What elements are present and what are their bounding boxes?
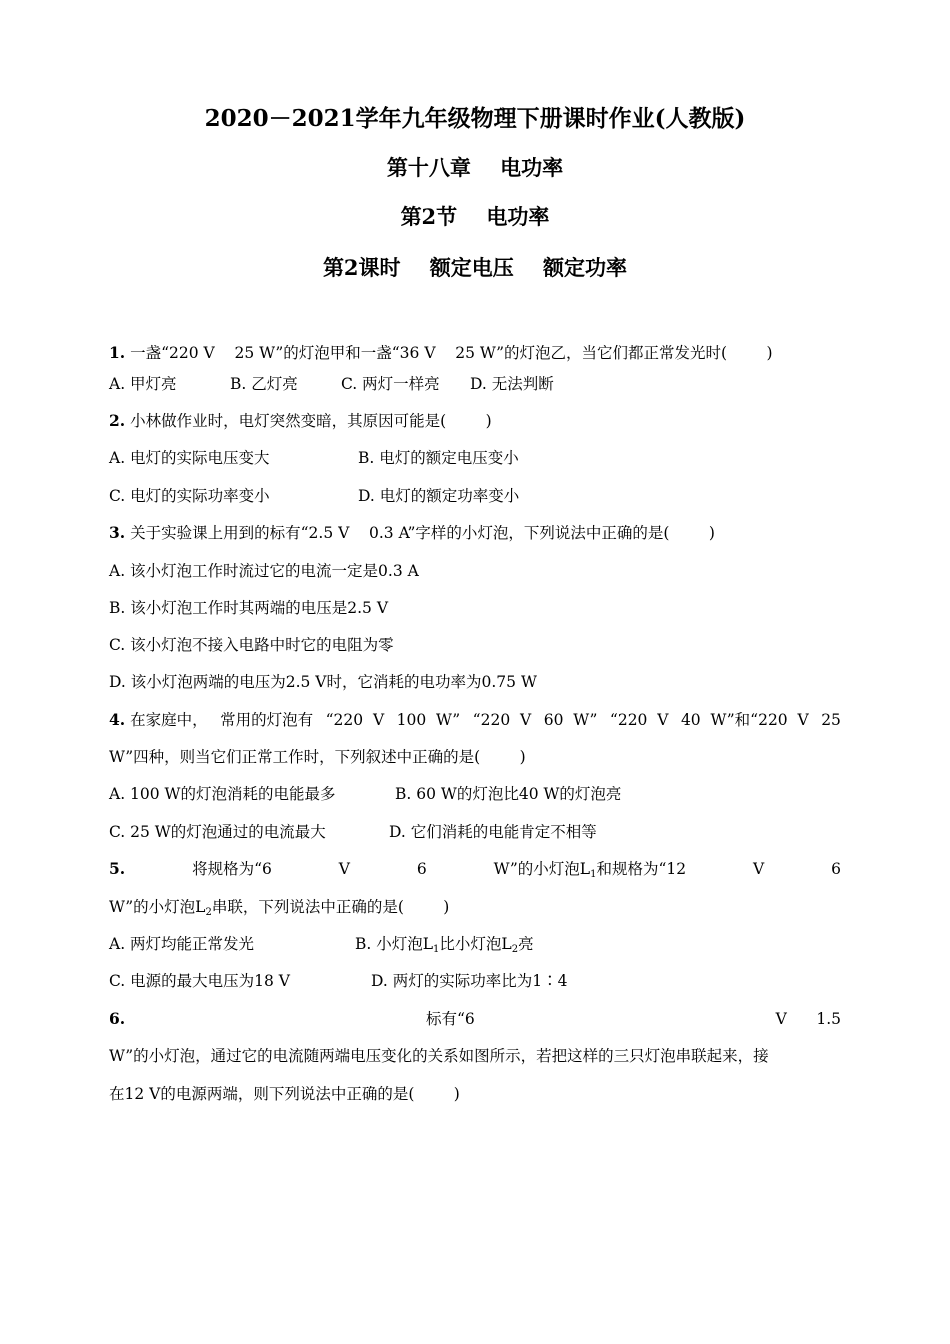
q3-option-b: B. 该小灯泡工作时其两端的电压是2.5 V [109, 599, 389, 617]
q5-part: 6 [831, 860, 841, 878]
q5-option-c: C. 电源的最大电压为18 V [109, 972, 291, 990]
q4-part: “220 V [609, 711, 669, 729]
question-4-stem-line2: W”四种，则当它们正常工作时，下列叙述中正确的是( ) [109, 748, 526, 766]
q6-part [776, 1009, 841, 1029]
q4-part: 60 W” [543, 711, 598, 729]
q4-part: 40 W”和“220 V [680, 711, 809, 729]
q4-part: 常用的灯泡有 [220, 711, 314, 729]
q4-part [109, 710, 208, 730]
lesson-title: 第2课时 额定电压 额定功率 [322, 255, 628, 280]
question-number: 6. [109, 1009, 126, 1028]
q6-part-text: V [775, 1010, 787, 1028]
q2-option-a: A. 电灯的实际电压变大 [109, 449, 270, 467]
subscript: 2 [205, 907, 212, 918]
q5-part-text: 和规格为“12 [596, 860, 687, 878]
subscript: 1 [590, 869, 597, 880]
q1-option-b: B. 乙灯亮 [230, 375, 298, 393]
chapter-title: 第十八章 电功率 [386, 155, 564, 180]
section-title: 第2节 电功率 [400, 204, 550, 229]
question-5-stem-line1 [109, 859, 841, 885]
q2-option-b: B. 电灯的额定电压变小 [358, 449, 519, 467]
question-5-stem-line2 [109, 897, 449, 923]
q5-option-d: D. 两灯的实际功率比为1∶4 [371, 972, 568, 990]
q2-option-c: C. 电灯的实际功率变小 [109, 487, 270, 505]
question-text: 关于实验课上用到的标有“2.5 V 0.3 A”字样的小灯泡，下列说法中正确的是( ) [125, 524, 715, 542]
question-1-stem [109, 343, 773, 363]
worksheet-title: 2020－2021学年九年级物理下册课时作业(人教版) [204, 105, 746, 132]
q2-option-d: D. 电灯的额定功率变小 [358, 487, 520, 505]
q5-part [494, 859, 686, 885]
q5-b-text: B. 小灯泡L [355, 935, 434, 953]
q5-part: V [752, 860, 765, 878]
q4-part: 25 [821, 711, 841, 729]
q5-part-text: W”的小灯泡L [493, 860, 591, 878]
subscript: 2 [511, 944, 519, 955]
question-6-stem-line2: W”的小灯泡，通过它的电流随两端电压变化的关系如图所示，若把这样的三只灯泡串联起来，接 [109, 1047, 769, 1065]
q5-text: 串联，下列说法中正确的是( ) [211, 898, 450, 916]
q3-option-d: D. 该小灯泡两端的电压为2.5 V时，它消耗的电功率为0.75 W [109, 673, 537, 691]
q3-option-c: C. 该小灯泡不接入电路中时它的电阻为零 [109, 636, 394, 654]
question-number: 1. [109, 343, 126, 362]
q1-option-a: A. 甲灯亮 [109, 375, 177, 393]
question-text: 一盏“220 V 25 W”的灯泡甲和一盏“36 V 25 W”的灯泡乙，当它们都正常发光时( ) [125, 344, 773, 362]
question-number: 2. [109, 411, 126, 430]
question-3-stem [109, 523, 715, 543]
q5-part: 6 [416, 860, 427, 878]
q5-option-b [355, 934, 534, 960]
q3-option-a: A. 该小灯泡工作时流过它的电流一定是0.3 A [109, 562, 419, 580]
q5-part: 将规格为“6 [192, 860, 272, 878]
q6-part: 标有“6 [425, 1010, 475, 1028]
q5-text: W”的小灯泡L [109, 898, 206, 916]
q4-option-c: C. 25 W的灯泡通过的电流最大 [109, 823, 326, 841]
question-number: 3. [109, 523, 126, 542]
question-4-stem-line1 [109, 710, 841, 730]
q4-option-d: D. 它们消耗的电能肯定不相等 [389, 823, 597, 841]
question-text: 在家庭中， [125, 711, 208, 729]
q4-option-b: B. 60 W的灯泡比40 W的灯泡亮 [395, 785, 622, 803]
q5-part: V [338, 860, 350, 878]
question-number: 5. [109, 859, 126, 878]
q1-option-c: C. 两灯一样亮 [341, 375, 440, 393]
question-6-stem-line3: 在12 V的电源两端，则下列说法中正确的是( ) [109, 1085, 460, 1103]
question-2-stem [109, 411, 492, 431]
q4-part: 100 W” [396, 711, 461, 729]
q6-part-text: 1.5 [816, 1010, 841, 1028]
question-6-stem-line1 [109, 1009, 841, 1029]
q4-option-a: A. 100 W的灯泡消耗的电能最多 [109, 785, 336, 803]
q5-b-text: 亮 [518, 935, 534, 953]
q5-option-a: A. 两灯均能正常发光 [109, 935, 255, 953]
q4-part: “220 V [325, 711, 385, 729]
q4-part: “220 V [472, 711, 532, 729]
question-number: 4. [109, 710, 126, 729]
q1-option-d: D. 无法判断 [470, 375, 554, 393]
q5-b-text: 比小灯泡L [439, 935, 512, 953]
subscript: 1 [433, 944, 440, 955]
question-text: 小林做作业时，电灯突然变暗，其原因可能是( ) [125, 412, 492, 430]
